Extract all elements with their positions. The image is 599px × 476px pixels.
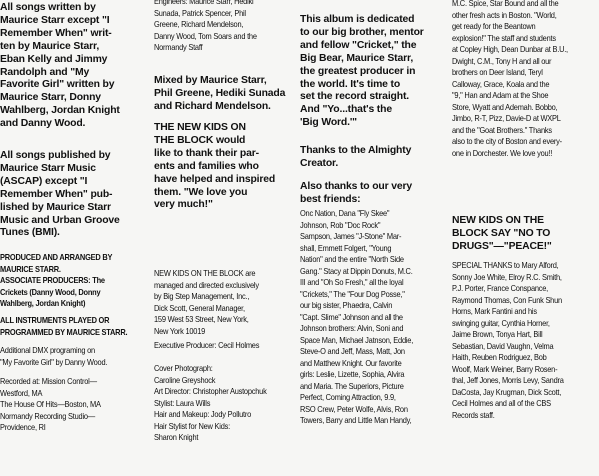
column-4 [452,0,599,476]
songs-published-credit: All songs published by Maurice Starr Music (ASCAP) except "I Remember When" pub- lished by Maurice Starr Music and Urban Groove Tunes (BMI). [0,150,120,239]
dmx-credit: Additional DMX programing on "My Favorite Girl" by Danny Wood. [0,346,108,367]
boston-thanks: M.C. Spice, Star Bound and all the other fresh acts in Boston. "World, get ready for the Beantown explosion!" The staff and students at Copley High, Dean Dunbar at B.U., Dwight, C.M., Tony H and all our brothers on Deer Island, Teryl Calloway, Grace, Koala and the "9," Han and Adam at the Shoe Store, Wyatt and Ademah. Bobbo, Jimbo, R-T, Pizz, Davie-D at WXPL and the "Goat Brothers." Thanks also to the city of Boston and every- one in Dorchester. We love you!! [452,0,568,158]
dedication: This album is dedicated to our big brother, mentor and fellow "Cricket," the Big Bear, Maurice Starr, the greatest producer in the world. It's time to set the record straight. And "Yo...that's the 'Big Word.'" [300,14,424,129]
special-thanks: SPECIAL THANKS to Mary Alford, Sonny Joe White, Elroy R.C. Smith, P.J. Porter, France Conspance, Raymond Thomas, Con Funk Shun Horns, Mark Fantini and his swinging guitar, Cynthia Horner, Jaime Brown, Tonya Hart, Bill Sebastian, David Vaughn, Velma Haith, Reuben Rodriguez, Bob Woolf, Mark Weiner, Barry Rosen- thal, Jeff Jones, Morris Levy, Sandra DaCosta, Jay Krugman, Dick Scott, Cecil Holmes and all of the CBS Records staff. [452,261,564,420]
also-thanks-heading: Also thanks to our very best friends: [300,181,413,205]
recorded-at: Recorded at: Mission Control— Westford, MA The House Of Hits—Boston, MA Normandy Recording Studio— Providence, RI [0,377,101,432]
thanks-creator: Thanks to the Almighty Creator. [300,145,412,169]
column-1 [0,0,152,476]
engineers-credit: Engineers: Maurice Starr, Hediki Sunada, Patrick Spencer, Phil Greene, Richard Mendelson, Danny Wood, Tom Soars and the Normandy Staff [154,0,257,52]
instruments-credit: ALL INSTRUMENTS PLAYED OR PROGRAMMED BY MAURICE STARR. [0,316,128,337]
art-credits: Executive Producer: Cecil Holmes Cover Photograph: Caroline Greyshock Art Director: Christopher Austopchuk Stylist: Laura Wills Hair and Makeup: Jody Pollutro Hair Stylist for New Kids: Sharon Knight [154,341,267,442]
no-to-drugs: NEW KIDS ON THE BLOCK SAY "NO TO DRUGS"—"PEACE!" [452,215,552,252]
friends-list: Onc Nation, Dana "Fly Skee" Johnson, Rob "Doc Rock" Sampson, James "J-Stone" Mar- shall, Emmett Folgert, "Young Nation" and the entire "North Side Gang." Stacy at Dippin Donuts, M.C. III and "Oh So Fresh," all the loyal "Crickets," The "Four Dog Posse," our big sister, Phaedra, Calvin "Capt. Slime" Johnson and all the Johnson brothers: Alvin, Soni and Space Man, Michael Jatnson, Eddie, Steve-O and Jeff, Mass, Matt, Jon and Matthew Knight. Our favorite girls: Leslie, Lizette, Sophia, Alvira and Maria. The Superiors, Picture Perfect, Coming Attraction, 9.9, RSO Crew, Peter Wolfe, Alvis, Ron Towers, Barry and Little Man Handy, [300,209,414,425]
column-3 [300,0,450,476]
thanks-to-parents: THE NEW KIDS ON THE BLOCK would like to thank their par- ents and families who have helped and inspired them. "We love you very much!" [154,122,276,211]
mixed-by-credit: Mixed by Maurice Starr, Phil Greene, Hediki Sunada and Richard Mendelson. [154,75,286,112]
songs-written-credit: All songs written by Maurice Starr except "I Remember When" writ- ten by Maurice Starr, Eban Kelly and Jimmy Randolph and "My Favorite Girl" written by Maurice Starr, Donny Wahlberg, Jordan Knight and Danny Wood. [0,2,120,130]
management-credit: NEW KIDS ON THE BLOCK are managed and directed exclusively by Big Step Management, Inc., Dick Scott, General Manager, 159 West 53 Street, New York, New York 10019 [154,269,259,336]
column-2 [154,0,297,476]
produced-credit: PRODUCED AND ARRANGED BY MAURICE STARR. ASSOCIATE PRODUCERS: The Crickets (Danny Wood, Donny Wahlberg, Jordan Knight) [0,253,113,308]
